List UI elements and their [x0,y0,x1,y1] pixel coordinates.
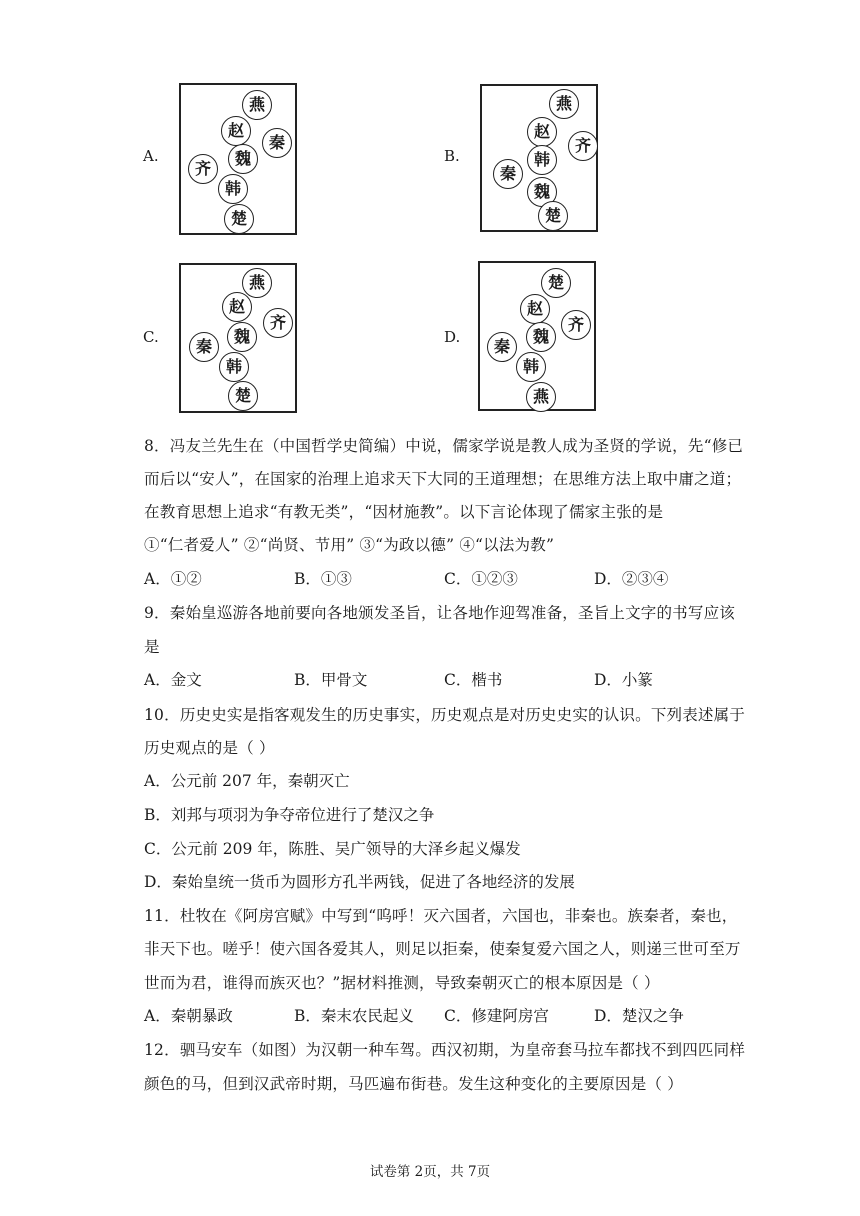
q10-line-1: 10．历史史实是指客观发生的历史事实，历史观点是对历史史实的认识。下列表述属于 [144,706,746,724]
q9-option-c[interactable]: C．楷书 [444,671,503,689]
state-circle: 齐 [263,308,293,338]
q9-option-a[interactable]: A．金文 [144,671,202,689]
q9-line-2: 是 [144,638,160,656]
q8-line-1: 8．冯友兰先生在（中国哲学史简编）中说，儒家学说是教人成为圣贤的学说，先“修已 [144,437,744,455]
state-circle: 赵 [221,116,251,146]
q8-option-a[interactable]: A．①② [144,570,202,588]
state-circle: 齐 [188,154,218,184]
q10-option-b[interactable]: B．刘邦与项羽为争夺帝位进行了楚汉之争 [144,806,435,824]
state-circle: 楚 [541,268,571,298]
q11-line-2: 非天下也。嗟乎！使六国各爱其人，则足以拒秦，使秦复爱六国之人，则递三世可至万 [144,940,741,958]
q11-line-3: 世而为君，谁得而族灭也？”据材料推测，导致秦朝灭亡的根本原因是（ ） [144,974,660,992]
map-a [179,83,297,235]
state-circle: 楚 [538,201,568,231]
q12-line-1: 12．驷马安车（如图）为汉朝一种车驾。西汉初期，为皇帝套马拉车都找不到四匹同样 [144,1041,746,1059]
state-circle: 韩 [527,145,557,175]
state-circle: 秦 [487,332,517,362]
option-label-c: C. [143,328,159,346]
state-circle: 魏 [527,177,557,207]
q9-option-b[interactable]: B．甲骨文 [294,671,368,689]
q11-option-a[interactable]: A．秦朝暴政 [144,1007,233,1025]
q11-option-d[interactable]: D．楚汉之争 [594,1007,684,1025]
state-circle: 燕 [526,382,556,412]
q10-option-a[interactable]: A．公元前 207 年，秦朝灭亡 [144,772,350,790]
state-circle: 齐 [568,131,598,161]
q8-line-3: 在教育思想上追求“有教无类”，“因材施教”。以下言论体现了儒家主张的是 [144,503,664,521]
state-circle: 燕 [549,89,579,119]
q10-line-2: 历史观点的是（ ） [144,739,275,757]
q11-option-b[interactable]: B．秦末农民起义 [294,1007,414,1025]
state-circle: 楚 [228,381,258,411]
option-label-a: A. [143,147,159,165]
page-footer: 试卷第 2页，共 7页 [369,1164,491,1180]
state-circle: 赵 [222,292,252,322]
map-c [179,263,297,413]
state-circle: 燕 [242,268,272,298]
state-circle: 赵 [520,294,550,324]
q11-line-1: 11．杜牧在《阿房宫赋》中写到“呜呼！灭六国者，六国也，非秦也。族秦者，秦也， [144,907,738,925]
q10-option-c[interactable]: C．公元前 209 年，陈胜、吴广领导的大泽乡起义爆发 [144,840,521,858]
q9-option-d[interactable]: D．小篆 [594,671,653,689]
state-circle: 秦 [493,159,523,189]
q10-option-d[interactable]: D．秦始皇统一货币为圆形方孔半两钱，促进了各地经济的发展 [144,873,575,891]
state-circle: 韩 [218,174,248,204]
state-circle: 赵 [527,117,557,147]
state-circle: 韩 [516,352,546,382]
q8-option-c[interactable]: C．①②③ [444,570,518,588]
q8-line-2: 而后以“安人”，在国家的治理上追求天下大同的王道理想；在思维方法上取中庸之道； [144,470,742,488]
state-circle: 魏 [227,322,257,352]
q12-line-2: 颜色的马，但到汉武帝时期，马匹遍布街巷。发生这种变化的主要原因是（ ） [144,1075,683,1093]
map-b [480,84,598,232]
option-label-b: B. [444,147,460,165]
state-circle: 韩 [219,352,249,382]
state-circle: 魏 [526,322,556,352]
q8-option-d[interactable]: D．②③④ [594,570,669,588]
q8-option-b[interactable]: B．①③ [294,570,352,588]
state-circle: 秦 [262,128,292,158]
q9-line-1: 9．秦始皇巡游各地前要向各地颁发圣旨，让各地作迎驾准备，圣旨上文字的书写应该 [144,604,735,622]
state-circle: 魏 [228,144,258,174]
option-label-d: D. [444,328,461,346]
q11-option-c[interactable]: C．修建阿房宫 [444,1007,549,1025]
state-circle: 齐 [561,310,591,340]
q8-line-4: ①“仁者爱人” ②“尚贤、节用” ③“为政以德” ④“以法为教” [144,536,555,554]
state-circle: 燕 [242,90,272,120]
state-circle: 楚 [224,204,254,234]
state-circle: 秦 [189,332,219,362]
map-d [478,261,596,411]
